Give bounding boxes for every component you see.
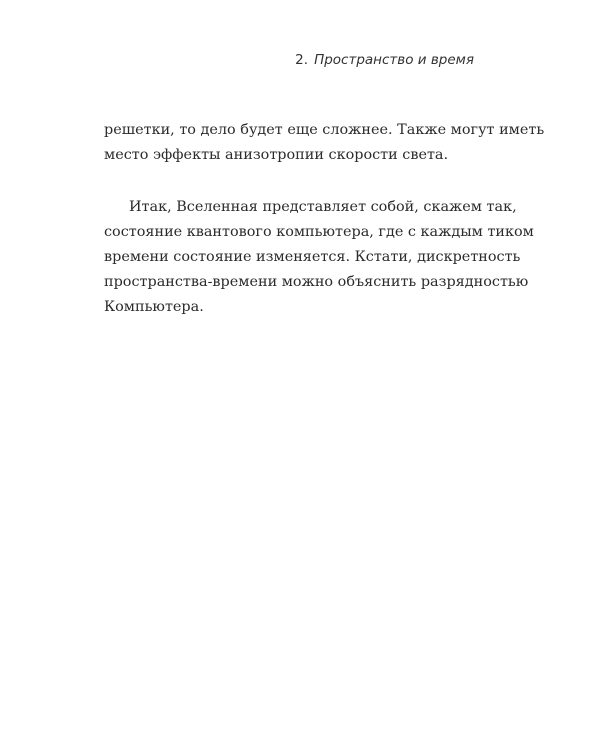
text-line: пространства-времени можно объяснить разрядностью	[104, 274, 529, 290]
paragraph	[104, 118, 545, 168]
running-head	[295, 52, 474, 68]
text-line: состояние квантового компьютера, где с каждым тиком	[104, 224, 534, 240]
chapter-number: 2.	[295, 52, 309, 68]
text-line: Итак, Вселенная представляет собой, скажем так,	[129, 199, 517, 215]
text-line: место эффекты анизотропии скорости света.	[104, 147, 449, 163]
text-line: Компьютера.	[104, 299, 204, 315]
body-text	[104, 118, 545, 320]
text-line: решетки, то дело будет еще сложнее. Также могут иметь	[104, 122, 545, 138]
chapter-title: Пространство и время	[314, 52, 474, 68]
paragraph	[104, 195, 534, 320]
text-line: времени состояние изменяется. Кстати, дискретность	[104, 249, 521, 265]
